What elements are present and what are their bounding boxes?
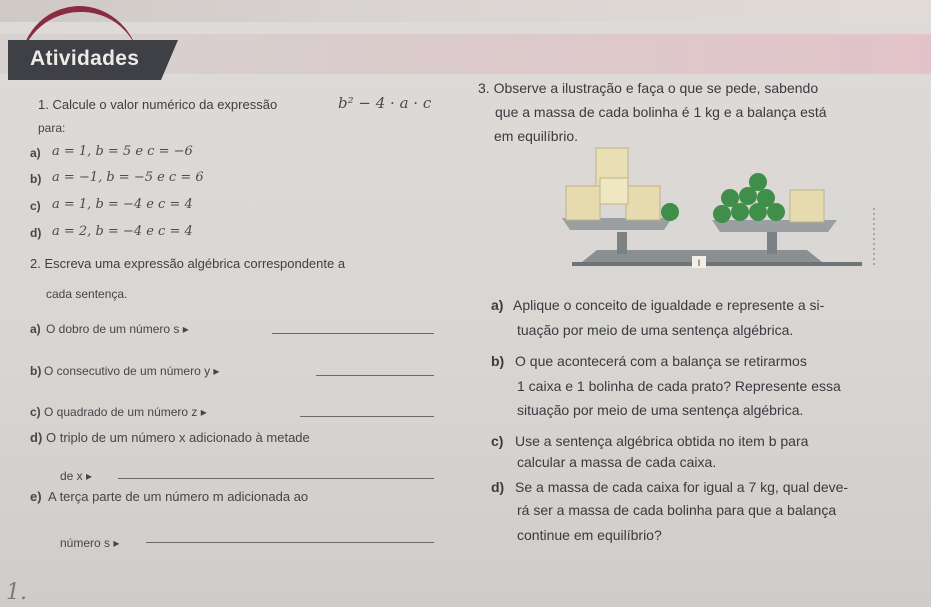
q3-item-a-1: Aplique o conceito de igualdade e represente a si- — [513, 297, 825, 313]
q3-item-c-letter: c) — [491, 433, 504, 449]
q2-item-c-letter: c) — [30, 405, 41, 419]
q3-item-c-1: Use a sentença algébrica obtida no item b para — [515, 433, 809, 449]
q2-item-b: O consecutivo de um número y ▸ — [44, 364, 220, 378]
q2-item-d-letter: d) — [30, 430, 43, 445]
ball-r8 — [749, 173, 767, 191]
page-title: Atividades — [30, 47, 140, 70]
q1-item-a-letter: a) — [30, 146, 41, 160]
q2-item-a: O dobro de um número s ▸ — [46, 322, 189, 336]
scale-right-post — [767, 232, 777, 254]
q3-item-d-2: rá ser a massa de cada bolinha para que a balança — [517, 502, 837, 518]
q1-item-d-letter: d) — [30, 226, 42, 240]
q2-item-e: A terça parte de um número m adicionada ao — [48, 489, 309, 504]
q3-line-2: que a massa de cada bolinha é 1 kg e a balança está — [495, 104, 827, 120]
q1-item-d: a = 2, b = −4 e c = 4 — [52, 224, 193, 239]
q2-item-a-letter: a) — [30, 322, 41, 336]
ball-r5 — [749, 203, 767, 221]
q3-item-a-letter: a) — [491, 297, 504, 313]
q2-prompt-1: 2. Escreva uma expressão algébrica correspondente a — [30, 256, 346, 271]
q3-item-b-2: 1 caixa e 1 bolinha de cada prato? Represente essa — [517, 378, 841, 394]
q3-item-d-letter: d) — [491, 479, 505, 495]
balance-scale-illustration — [552, 138, 882, 296]
q2-answer-line-b[interactable] — [316, 375, 434, 376]
q3-item-d-3: continue em equilíbrio? — [517, 527, 662, 543]
handwritten-mark: 1. — [6, 580, 27, 605]
q1-item-b: a = −1, b = −5 e c = 6 — [52, 170, 204, 185]
q1-item-b-letter: b) — [30, 172, 42, 186]
q2-answer-line-a[interactable] — [272, 333, 434, 334]
q3-item-a-2: tuação por meio de uma sentença algébrica. — [517, 322, 794, 338]
q2-prompt-2: cada sentença. — [46, 287, 128, 301]
q2-answer-line-d[interactable] — [118, 478, 434, 479]
ball-r7 — [713, 205, 731, 223]
q1-expression: b² − 4 · a · c — [338, 94, 432, 112]
q2-item-e-letter: e) — [30, 489, 42, 504]
q3-item-d-1: Se a massa de cada caixa for igual a 7 kg, qual deve- — [515, 479, 849, 495]
q3-item-b-letter: b) — [491, 353, 505, 369]
q2-item-b-letter: b) — [30, 364, 42, 378]
top-stripe — [0, 0, 931, 22]
q2-item-d-cont: de x ▸ — [60, 469, 93, 483]
q3-item-c-2: calcular a massa de cada caixa. — [517, 454, 717, 470]
q3-item-b-3: situação por meio de uma sentença algébrica. — [517, 402, 804, 418]
q1-para: para: — [38, 121, 66, 135]
ball-r4 — [731, 203, 749, 221]
box-right — [790, 190, 824, 222]
q2-item-c: O quadrado de um número z ▸ — [44, 405, 207, 419]
q1-item-a: a = 1, b = 5 e c = −6 — [52, 144, 193, 159]
ball-r6 — [767, 203, 785, 221]
q2-answer-line-c[interactable] — [300, 416, 434, 417]
q2-item-d: O triplo de um número x adicionado à metade — [46, 430, 310, 445]
box-left-bottom-2 — [626, 186, 660, 220]
q2-answer-line-e[interactable] — [146, 542, 434, 543]
box-left-bottom-1 — [566, 186, 600, 220]
q1-item-c-letter: c) — [30, 199, 41, 213]
q3-line-3: em equilíbrio. — [494, 128, 579, 144]
svg-text:I: I — [697, 258, 701, 268]
scale-base-edge — [572, 262, 862, 266]
ball-left — [661, 203, 679, 221]
q1-prompt: 1. Calcule o valor numérico da expressão — [38, 97, 278, 112]
q3-line-1: 3. Observe a ilustração e faça o que se pede, sabendo — [478, 80, 819, 96]
q3-item-b-1: O que acontecerá com a balança se retirarmos — [515, 353, 807, 369]
scale-left-post — [617, 232, 627, 254]
q2-item-e-cont: número s ▸ — [60, 536, 120, 550]
box-left-middle — [600, 178, 628, 204]
q1-item-c: a = 1, b = −4 e c = 4 — [52, 197, 193, 212]
